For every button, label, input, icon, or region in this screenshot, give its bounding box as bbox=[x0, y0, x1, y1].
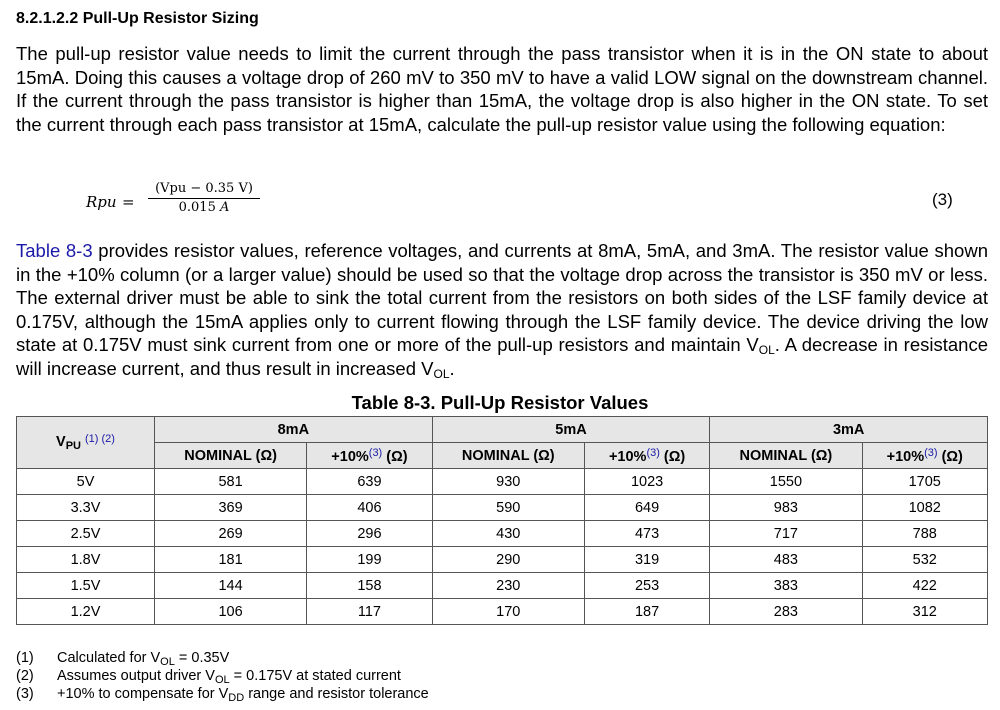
footnote-number: (1) bbox=[16, 650, 34, 666]
table-footnotes bbox=[16, 649, 429, 703]
para2-sub-ol-2: OL bbox=[433, 366, 450, 381]
footnote-text: Assumes output driver $V_{OL} = 0.175V$ at stated current bbox=[57, 668, 401, 686]
footnote-number: (3) bbox=[16, 686, 34, 702]
header-group-5ma: 5mA bbox=[432, 417, 710, 443]
table-cell: 383 bbox=[710, 573, 862, 599]
table-cell: 144 bbox=[155, 573, 307, 599]
table-cell: 253 bbox=[584, 573, 709, 599]
table-cell: 649 bbox=[584, 495, 709, 521]
table-row bbox=[17, 469, 988, 495]
vpu-sub: PU bbox=[65, 439, 81, 452]
table-cell: 319 bbox=[584, 547, 709, 573]
equation-fraction bbox=[148, 181, 260, 215]
header-plus10: +10%$^{(3)}$ (Ω) bbox=[862, 443, 988, 469]
table-cell: 1.8V bbox=[17, 547, 155, 573]
table-cell: 117 bbox=[307, 599, 432, 625]
table-row bbox=[17, 573, 988, 599]
table-cell: 3.3V bbox=[17, 495, 155, 521]
header-vpu bbox=[17, 417, 155, 469]
table-row bbox=[17, 599, 988, 625]
table-cell: 930 bbox=[432, 469, 584, 495]
table-cell: 290 bbox=[432, 547, 584, 573]
para2-text-b: . A decrease in resistance will increase current, and thus result in increased V bbox=[16, 334, 988, 379]
table-cell: 296 bbox=[307, 521, 432, 547]
section-heading: 8.2.1.2.2 Pull-Up Resistor Sizing bbox=[16, 10, 259, 27]
header-nominal: NOMINAL (Ω) bbox=[710, 443, 862, 469]
table-cell: 532 bbox=[862, 547, 988, 573]
table-cell: 170 bbox=[432, 599, 584, 625]
equation-equals: = bbox=[122, 193, 135, 211]
table-row bbox=[17, 521, 988, 547]
footnote-text: +10% to compensate for $V_{DD}$ range and resistor tolerance bbox=[57, 686, 429, 704]
vpu-main: V bbox=[56, 433, 66, 450]
vpu-refs[interactable]: (1) (2) bbox=[85, 432, 115, 445]
table-cell: 483 bbox=[710, 547, 862, 573]
header-plus10: +10%$^{(3)}$ (Ω) bbox=[584, 443, 709, 469]
table-cell: 1705 bbox=[862, 469, 988, 495]
header-nominal: NOMINAL (Ω) bbox=[432, 443, 584, 469]
table-cell: 5V bbox=[17, 469, 155, 495]
footnote-text: Calculated for $V_{OL} = 0.35V$ bbox=[57, 650, 230, 668]
footnote-1 bbox=[16, 649, 429, 667]
table-link[interactable]: Table 8-3 bbox=[16, 240, 93, 261]
pullup-resistor-table bbox=[16, 416, 988, 625]
table-row bbox=[17, 495, 988, 521]
table-row bbox=[17, 547, 988, 573]
denominator-value: 0.015 bbox=[178, 200, 216, 215]
table-cell: 269 bbox=[155, 521, 307, 547]
table-cell: 283 bbox=[710, 599, 862, 625]
table-cell: 639 bbox=[307, 469, 432, 495]
table-cell: 106 bbox=[155, 599, 307, 625]
footnote-number: (2) bbox=[16, 668, 34, 684]
footnote-2 bbox=[16, 667, 429, 685]
table-cell: 1.2V bbox=[17, 599, 155, 625]
equation-numerator: (Vpu − 0.35 V) bbox=[148, 181, 260, 199]
denominator-unit: A bbox=[219, 200, 230, 215]
para2-text-c: . bbox=[449, 357, 455, 379]
table-cell: 788 bbox=[862, 521, 988, 547]
table-cell: 199 bbox=[307, 547, 432, 573]
para2-text-a: provides resistor values, reference voltages, and currents at 8mA, 5mA, and 3mA. The resistor value shown in the +10% column (or a larger value) should be used so that the voltage drop across the transistor is 350 mV or less. The external driver must be able to sink the total current from the resistors on both sides of the LSF family device at 0.175V, although the 15mA applies only to current flowing through the LSF family device. The device driving the low state at 0.175V must sink current from one or more of the pull-up resistors and maintain V bbox=[16, 240, 988, 355]
table-cell: 717 bbox=[710, 521, 862, 547]
table-cell: 983 bbox=[710, 495, 862, 521]
table-cell: 473 bbox=[584, 521, 709, 547]
table-cell: 1082 bbox=[862, 495, 988, 521]
table-cell: 1023 bbox=[584, 469, 709, 495]
table-cell: 187 bbox=[584, 599, 709, 625]
table-cell: 1550 bbox=[710, 469, 862, 495]
intro-paragraph: The pull-up resistor value needs to limit the current through the pass transistor when it is in the ON state to about 15mA. Doing this causes a voltage drop of 260 mV to 350 mV to have a valid LOW signal on the downstream channel. If the current through the pass transistor is higher than 15mA, the voltage drop is also higher in the ON state. To set the current through each pass transistor at 15mA, calculate the pull-up resistor value using the following equation: bbox=[16, 43, 988, 135]
table-cell: 430 bbox=[432, 521, 584, 547]
table-cell: 422 bbox=[862, 573, 988, 599]
equation-number: (3) bbox=[932, 190, 953, 209]
table-cell: 2.5V bbox=[17, 521, 155, 547]
equation-denominator bbox=[148, 199, 260, 215]
table-cell: 1.5V bbox=[17, 573, 155, 599]
table-description-paragraph bbox=[16, 239, 988, 380]
table-cell: 312 bbox=[862, 599, 988, 625]
footnote-3 bbox=[16, 685, 429, 703]
table-cell: 158 bbox=[307, 573, 432, 599]
para2-sub-ol-1: OL bbox=[758, 343, 775, 357]
header-group-3ma: 3mA bbox=[710, 417, 988, 443]
header-nominal: NOMINAL (Ω) bbox=[155, 443, 307, 469]
header-group-8ma: 8mA bbox=[155, 417, 433, 443]
table-cell: 406 bbox=[307, 495, 432, 521]
header-plus10: +10%$^{(3)}$ (Ω) bbox=[307, 443, 432, 469]
equation-lhs: Rpu bbox=[86, 193, 117, 211]
table-cell: 590 bbox=[432, 495, 584, 521]
table-cell: 230 bbox=[432, 573, 584, 599]
table-caption: Table 8-3. Pull-Up Resistor Values bbox=[351, 392, 649, 413]
table-cell: 181 bbox=[155, 547, 307, 573]
table-cell: 369 bbox=[155, 495, 307, 521]
table-cell: 581 bbox=[155, 469, 307, 495]
